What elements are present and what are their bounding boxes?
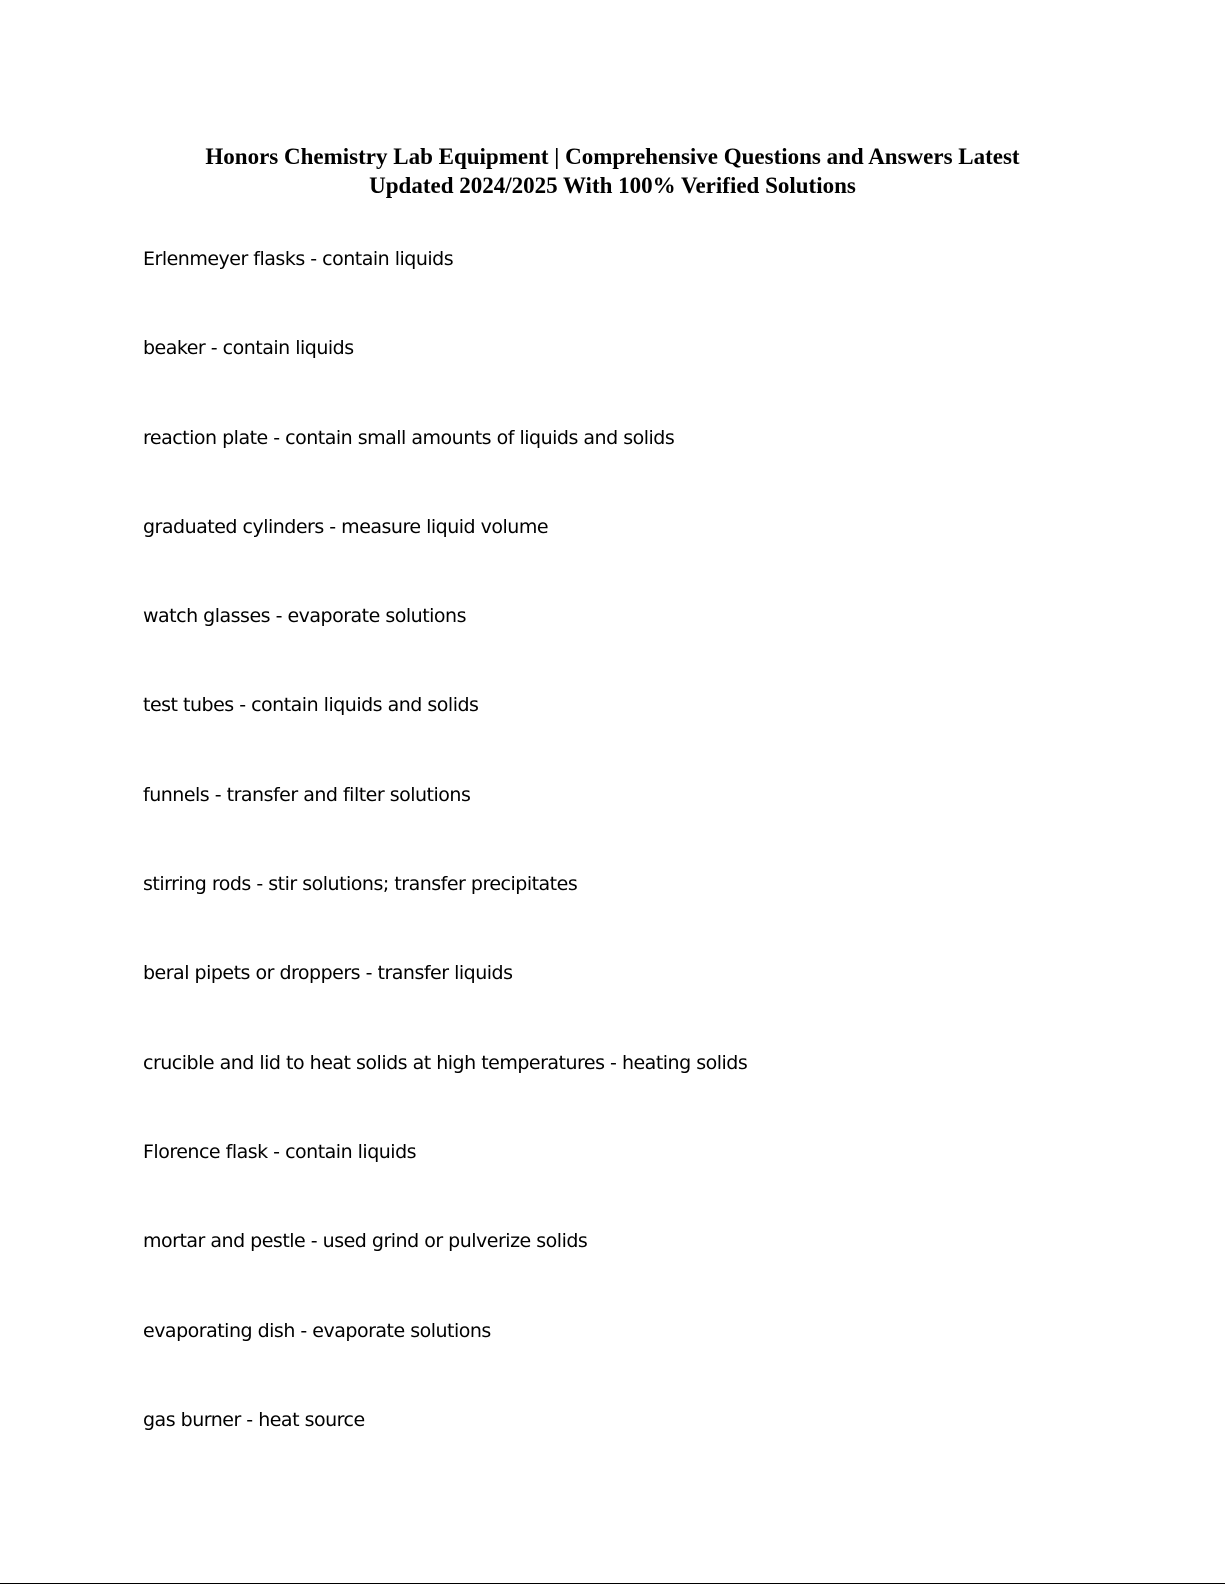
list-item: beral pipets or droppers - transfer liquids — [143, 962, 513, 985]
title-line-1: Honors Chemistry Lab Equipment | Comprehensive Questions and Answers Latest — [205, 144, 1020, 169]
term-definition-list — [143, 245, 747, 1495]
list-item: watch glasses - evaporate solutions — [143, 605, 466, 628]
list-item: gas burner - heat source — [143, 1408, 365, 1431]
document-title — [120, 142, 1105, 200]
list-item: evaporating dish - evaporate solutions — [143, 1319, 491, 1342]
list-item: Florence flask - contain liquids — [143, 1140, 417, 1163]
list-item: funnels - transfer and filter solutions — [143, 783, 471, 806]
list-item: Erlenmeyer flasks - contain liquids — [143, 248, 454, 270]
list-item: test tubes - contain liquids and solids — [143, 694, 479, 717]
title-line-2: Updated 2024/2025 With 100% Verified Solutions — [369, 173, 856, 198]
list-item: stirring rods - stir solutions; transfer precipitates — [143, 873, 578, 896]
list-item: crucible and lid to heat solids at high temperatures - heating solids — [143, 1051, 748, 1074]
list-item: reaction plate - contain small amounts of liquids and solids — [143, 426, 675, 449]
list-item: graduated cylinders - measure liquid volume — [143, 515, 549, 538]
list-item: beaker - contain liquids — [143, 337, 354, 360]
list-item: mortar and pestle - used grind or pulverize solids — [143, 1230, 588, 1253]
